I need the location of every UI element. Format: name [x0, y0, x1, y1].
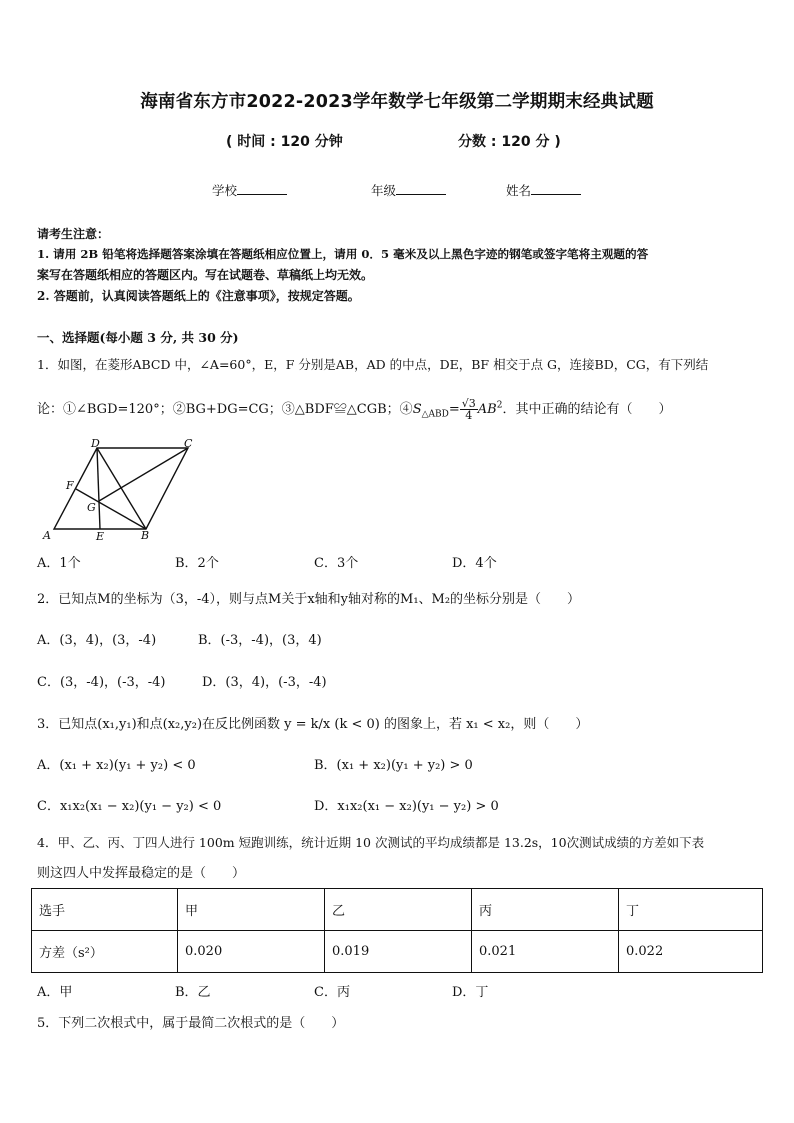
q1-area-symbol: S [412, 402, 422, 417]
label-f: F [66, 479, 74, 492]
q4-stem-line1: 4．甲、乙、丙、丁四人进行 100m 短跑训练，统计近期 10 次测试的平均成绩都是 13.2s，10次测试成绩的方差如下表 [37, 835, 705, 850]
score-info: 分数 : 120 分 ) [458, 134, 561, 150]
q1-stem-end: ．其中正确的结论有（ ） [502, 402, 672, 417]
name-blank [531, 182, 581, 195]
label-b: B [141, 529, 150, 542]
q1-stem-line1: 1．如图，在菱形ABCD 中，∠A=60°，E，F 分别是AB，AD 的中点，DE，BF 相交于点 G，连接BD，CG，有下列结 [37, 357, 709, 372]
q1-area-subscript: △ABD [421, 409, 449, 420]
q1-option-a[interactable]: A．1个 [37, 556, 81, 571]
q2-option-c[interactable]: C．(3，-4)，(-3，-4) [37, 675, 166, 690]
q3-stem: 3．已知点(x₁,y₁)和点(x₂,y₂)在反比例函数 y = k/x (k < 0) 的图象上，若 x₁ < x₂，则（ ） [37, 717, 589, 732]
notice-heading: 请考生注意： [37, 227, 110, 241]
table-cell: 乙 [325, 889, 472, 931]
label-e: E [96, 530, 105, 542]
school-field [212, 181, 287, 199]
grade-blank [396, 182, 446, 195]
q1-equals: = [448, 402, 460, 417]
label-c: C [184, 437, 193, 450]
q2-option-b[interactable]: B．(-3，-4)，(3，4) [198, 633, 322, 648]
table-cell: 0.022 [619, 931, 763, 973]
q1-option-d[interactable]: D．4个 [452, 556, 497, 571]
table-cell: 0.019 [325, 931, 472, 973]
q4-option-d[interactable]: D．丁 [452, 985, 489, 1000]
q2-option-d[interactable]: D．(3，4)，(-3，-4) [202, 675, 327, 690]
table-cell: 甲 [178, 889, 325, 931]
q3-option-c[interactable]: C．x₁x₂(x₁ − x₂)(y₁ − y₂) < 0 [37, 799, 222, 814]
table-cell: 方差（s²） [32, 931, 178, 973]
table-cell: 0.021 [472, 931, 619, 973]
q1-option-c[interactable]: C．3个 [314, 556, 359, 571]
table-cell: 0.020 [178, 931, 325, 973]
grade-field [371, 181, 446, 199]
q4-option-c[interactable]: C．丙 [314, 985, 350, 1000]
segment-de [97, 448, 100, 529]
q3-option-a[interactable]: A．(x₁ + x₂)(y₁ + y₂) < 0 [37, 758, 196, 773]
school-blank [237, 182, 287, 195]
grade-label: 年级 [371, 183, 397, 198]
label-g: G [87, 501, 96, 514]
table-cell: 选手 [32, 889, 178, 931]
school-label: 学校 [212, 183, 238, 198]
name-label: 姓名 [506, 183, 532, 198]
notice-item2: 2. 答题前，认真阅读答题纸上的《注意事项》，按规定答题。 [37, 289, 360, 303]
q4-stem-line2: 则这四人中发挥最稳定的是（ ） [37, 866, 246, 881]
table-row-header [32, 889, 763, 931]
q1-ab-exponent: 2 [496, 400, 503, 411]
q1-ab: AB [477, 402, 497, 417]
name-field [506, 181, 581, 199]
notice-item1-line1: 1. 请用 2B 铅笔将选择题答案涂填在答题纸相应位置上，请用 0．5 毫米及以上黑色字迹的钢笔或签字笔将主观题的答 [37, 247, 649, 261]
q1-fraction-den: 4 [465, 409, 473, 422]
variance-table [31, 888, 763, 973]
q1-option-b[interactable]: B．2个 [175, 556, 219, 571]
time-info: ( 时间 : 120 分钟 [226, 134, 343, 150]
section-heading: 一、选择题(每小题 3 分, 共 30 分) [37, 330, 239, 345]
q4-option-a[interactable]: A．甲 [37, 985, 73, 1000]
rhombus-figure [40, 436, 200, 542]
table-row-values [32, 931, 763, 973]
segment-bd [97, 448, 146, 529]
notice-item1-line2: 案写在答题纸相应的答题区内。写在试题卷、草稿纸上均无效。 [37, 268, 374, 282]
page-title: 海南省东方市2022-2023学年数学七年级第二学期期末经典试题 [140, 92, 654, 112]
table-cell: 丁 [619, 889, 763, 931]
q1-fraction [460, 398, 478, 421]
label-d: D [91, 437, 100, 450]
label-a: A [43, 529, 51, 542]
q5-stem: 5．下列二次根式中，属于最简二次根式的是（ ） [37, 1016, 345, 1031]
q2-stem: 2．已知点M的坐标为（3，-4），则与点M关于x轴和y轴对称的M₁、M₂的坐标分别是（ ） [37, 592, 581, 607]
table-cell: 丙 [472, 889, 619, 931]
q1-stem-line2 [37, 398, 671, 421]
q2-option-a[interactable]: A．(3，4)，(3，-4) [37, 633, 157, 648]
q4-option-b[interactable]: B．乙 [175, 985, 211, 1000]
q3-option-d[interactable]: D．x₁x₂(x₁ − x₂)(y₁ − y₂) > 0 [314, 799, 499, 814]
q3-option-b[interactable]: B．(x₁ + x₂)(y₁ + y₂) > 0 [314, 758, 473, 773]
q1-conclusions: 论：①∠BGD=120°；②BG+DG=CG；③△BDF≌△CGB；④ [37, 402, 413, 417]
q1-fraction-num: √3 [461, 397, 476, 410]
